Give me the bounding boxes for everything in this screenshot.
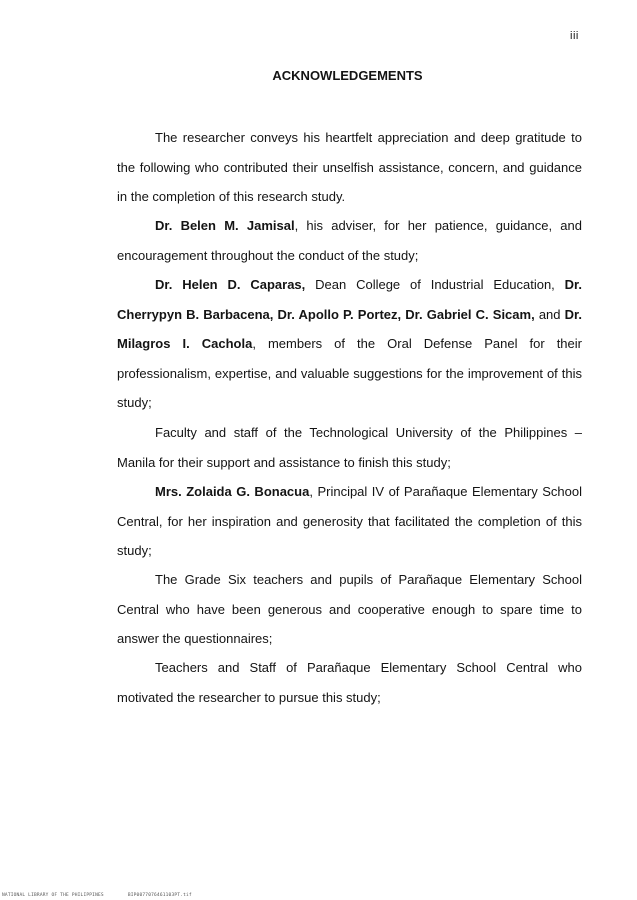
paragraph-intro xyxy=(117,123,582,212)
panel-last-name: Dr. Milagros I. Cachola xyxy=(117,306,582,351)
dean-text: Dean College of Industrial Education, xyxy=(305,277,565,292)
adviser-text: , his adviser, for her patience, guidance, and encouragement throughout the conduct of the study; xyxy=(117,218,582,263)
footer-file-id: BIP0077076461103PT.tif xyxy=(127,893,192,898)
paragraph-grade-six-text: The Grade Six teachers and pupils of Parañaque Elementary School Central who have been generous and cooperative enough to spare time to answer the questionnaires; xyxy=(117,572,582,646)
paragraph-panel xyxy=(117,270,582,418)
page-title: ACKNOWLEDGEMENTS xyxy=(272,68,423,83)
footer-library: NATIONAL LIBRARY OF THE PHILIPPINES xyxy=(2,893,104,898)
paragraph-teachers xyxy=(117,653,582,712)
paragraph-faculty xyxy=(117,418,582,477)
dean-name: Dr. Helen D. Caparas, xyxy=(155,277,306,292)
panel-text: , members of the Oral Defense Panel for their professionalism, expertise, and valuable suggestions for the improvement of this study; xyxy=(117,336,582,410)
paragraph-grade-six xyxy=(117,565,582,654)
paragraph-faculty-text: Faculty and staff of the Technological University of the Philippines – Manila for their support and assistance to finish this study; xyxy=(117,425,582,470)
paragraph-principal xyxy=(117,477,582,566)
scan-footer xyxy=(2,893,216,898)
principal-text: , Principal IV of Parañaque Elementary School Central, for her inspiration and generosity that facilitated the completion of this study; xyxy=(117,484,582,558)
page-number: iii xyxy=(570,30,579,42)
panel-names: Dr. Cherrypyn B. Barbacena, Dr. Apollo P. Portez, Dr. Gabriel C. Sicam, xyxy=(117,277,582,322)
adviser-name: Dr. Belen M. Jamisal xyxy=(155,218,295,233)
paragraph-adviser xyxy=(117,211,582,270)
principal-name: Mrs. Zolaida G. Bonacua xyxy=(155,484,310,499)
paragraph-teachers-text: Teachers and Staff of Parañaque Elementary School Central who motivated the researcher to pursue this study; xyxy=(117,660,582,705)
panel-and: and xyxy=(534,306,565,322)
paragraph-intro-text: The researcher conveys his heartfelt appreciation and deep gratitude to the following who contributed their unselfish assistance, concern, and guidance in the completion of this research study. xyxy=(117,130,582,204)
